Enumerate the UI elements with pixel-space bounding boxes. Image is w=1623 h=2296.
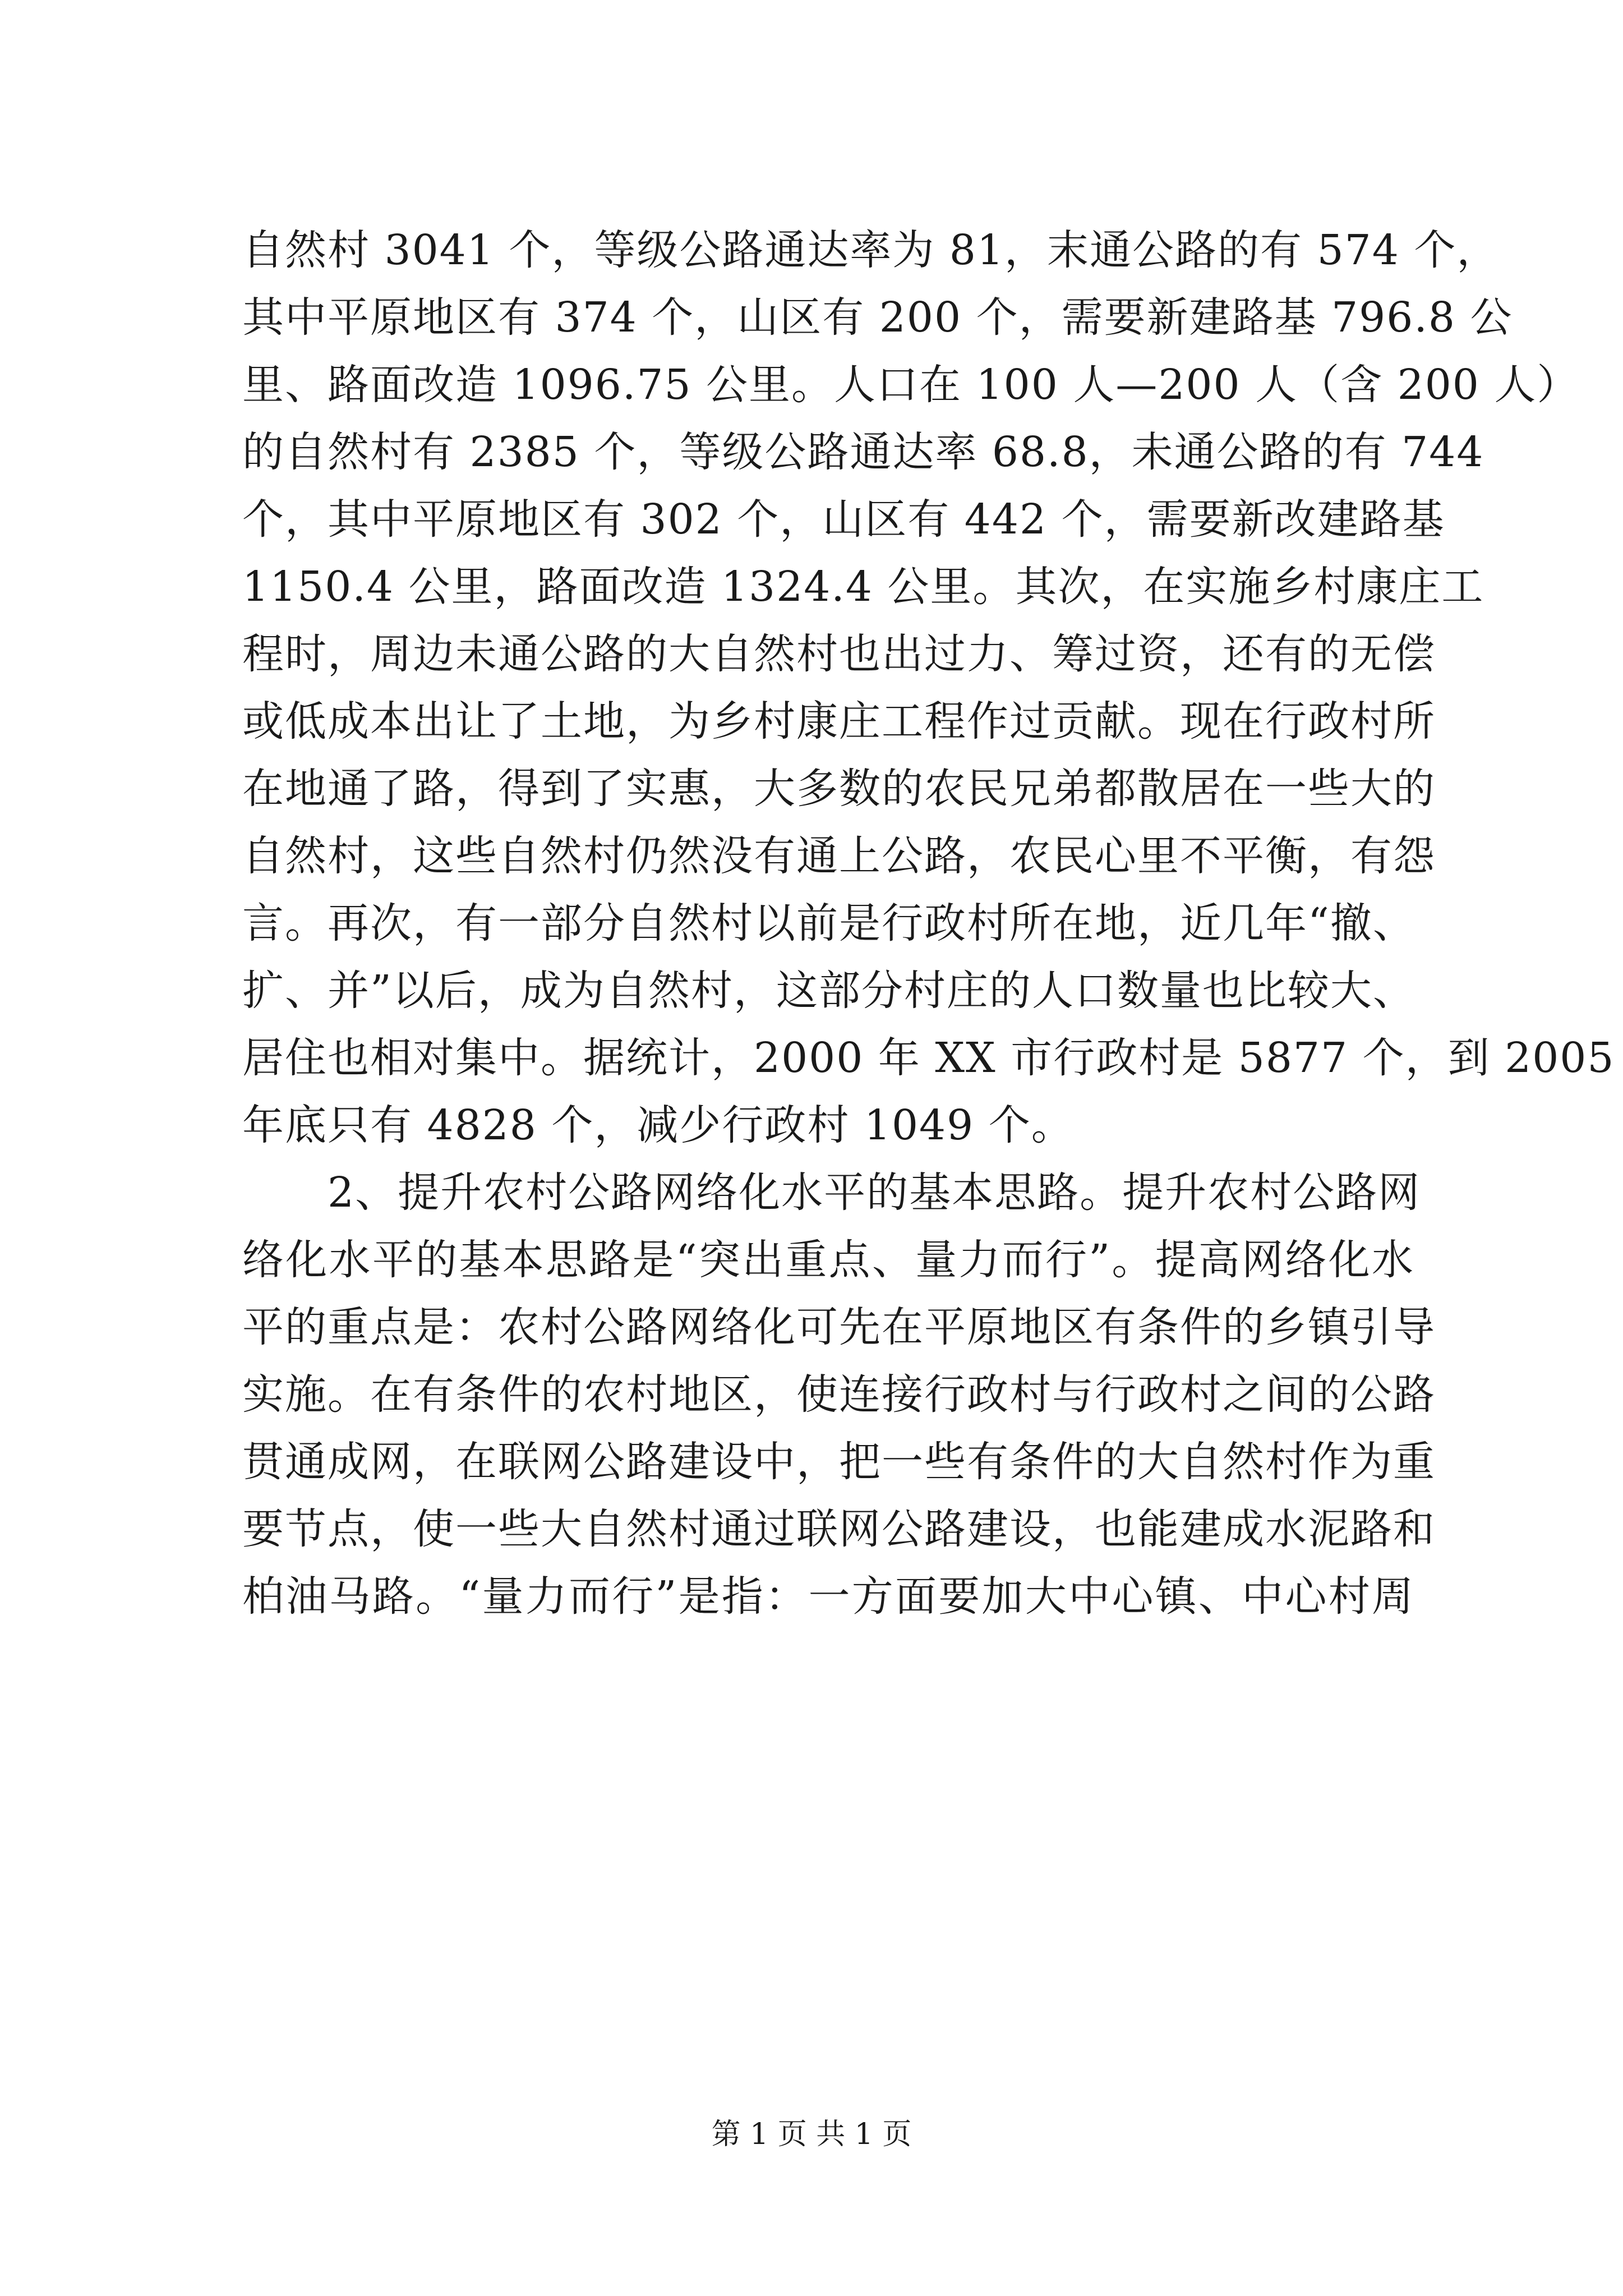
text-line: 自然村 3041 个，等级公路通达率为 81，末通公路的有 574 个， (242, 226, 1500, 274)
page-number: 第 1 页 共 1 页 (711, 2118, 912, 2151)
text-line: 络化水平的基本思路是“突出重点、量力而行”。提高网络化水 (242, 1236, 1414, 1284)
text-line: 程时，周边未通公路的大自然村也出过力、筹过资，还有的无偿 (242, 630, 1436, 678)
text-line: 或低成本出让了土地，为乡村康庄工程作过贡献。现在行政村所 (242, 697, 1436, 746)
text-line: 在地通了路，得到了实惠，大多数的农民兄弟都散居在一些大的 (242, 765, 1436, 813)
text-line: 贯通成网，在联网公路建设中，把一些有条件的大自然村作为重 (242, 1438, 1436, 1486)
text-line: 言。再次，有一部分自然村以前是行政村所在地，近几年“撤、 (242, 899, 1415, 947)
text-line: 个，其中平原地区有 302 个，山区有 442 个，需要新改建路基 (242, 495, 1445, 544)
text-line: 居住也相对集中。据统计，2000 年 XX 市行政村是 5877 个，到 2005 (242, 1034, 1615, 1082)
text-line: 要节点，使一些大自然村通过联网公路建设，也能建成水泥路和 (242, 1505, 1436, 1553)
text-line: 的自然村有 2385 个，等级公路通达率 68.8，未通公路的有 744 (242, 428, 1484, 476)
text-line: 其中平原地区有 374 个，山区有 200 个，需要新建路基 796.8 公 (242, 293, 1513, 342)
text-line: 2、提升农村公路网络化水平的基本思路。提升农村公路网 (328, 1168, 1421, 1217)
text-line: 扩、并”以后，成为自然村，这部分村庄的人口数量也比较大、 (242, 967, 1415, 1015)
text-line: 柏油马路。“量力而行”是指：一方面要加大中心镇、中心村周 (242, 1572, 1414, 1621)
text-line: 自然村，这些自然村仍然没有通上公路，农民心里不平衡，有怨 (242, 832, 1436, 880)
text-line: 年底只有 4828 个，减少行政村 1049 个。 (242, 1101, 1074, 1149)
text-line: 实施。在有条件的农村地区，使连接行政村与行政村之间的公路 (242, 1370, 1436, 1419)
paragraph-statistics (242, 222, 1615, 1154)
text-line: 平的重点是：农村公路网络化可先在平原地区有条件的乡镇引导 (242, 1303, 1436, 1351)
page-footer (0, 2115, 1623, 2154)
text-line: 里、路面改造 1096.75 公里。人口在 100 人—200 人（含 200 人） (242, 361, 1580, 409)
document-body (242, 222, 1615, 1635)
paragraph-basic-approach (242, 1164, 1436, 1625)
text-line: 1150.4 公里，路面改造 1324.4 公里。其次，在实施乡村康庄工 (242, 563, 1484, 611)
